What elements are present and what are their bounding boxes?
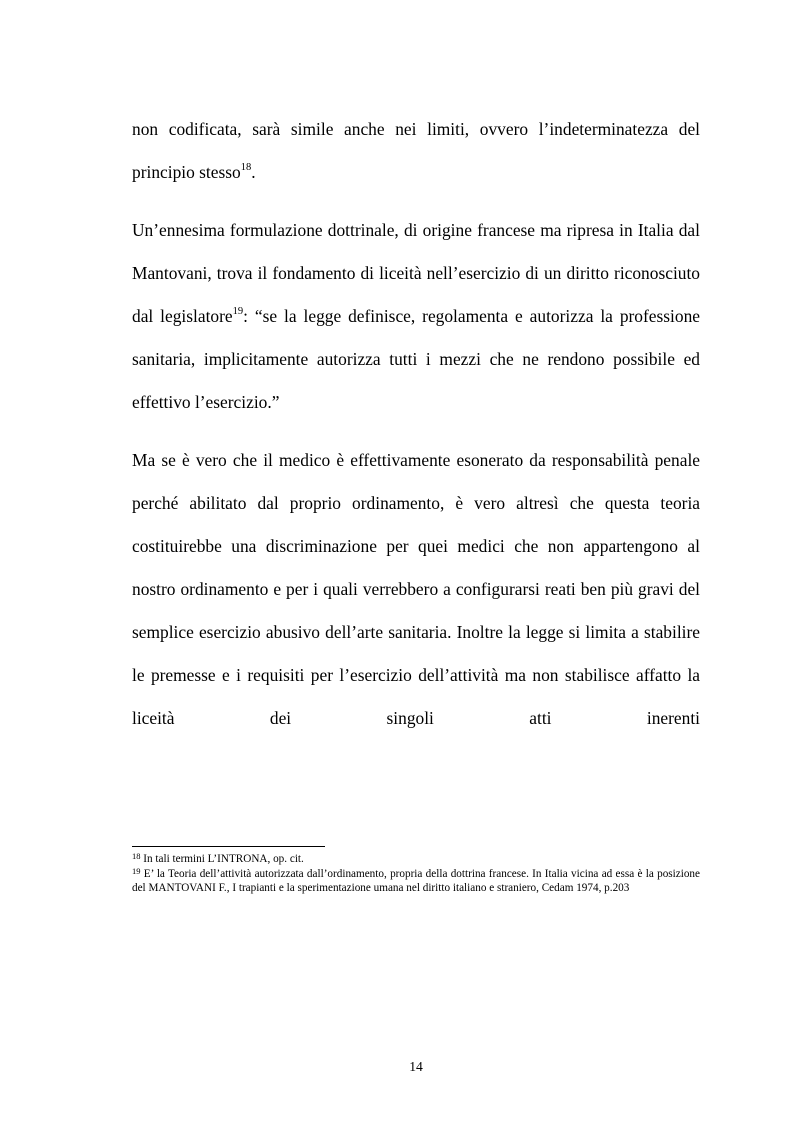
paragraph-1-text: non codificata, sarà simile anche nei limiti, ovvero l’indeterminatezza del principio stesso bbox=[132, 119, 700, 182]
paragraph-2 bbox=[132, 209, 700, 424]
footnotes bbox=[132, 852, 700, 896]
footnote-19 bbox=[132, 867, 700, 896]
footnote-18 bbox=[132, 852, 700, 867]
page-number: 14 bbox=[409, 1059, 423, 1074]
footnote-18-marker: 18 bbox=[132, 851, 141, 861]
footnote-19-text: E’ la Teoria dell’attività autorizzata dall’ordinamento, propria della dottrina francese. In Italia vicina ad essa è la posizione del MANTOVANI F., I trapianti e la sperimentazione umana nel diritto italiano e straniero, Cedam 1974, p.203 bbox=[132, 867, 700, 894]
footnote-19-marker: 19 bbox=[132, 865, 141, 876]
paragraph-2-text: Un’ennesima formulazione dottrinale, di origine francese ma ripresa in Italia dal Mantovani, trova il fondamento di liceità nell’esercizio di un diritto riconosciuto dal legislatore bbox=[132, 220, 700, 326]
footnote-18-text: In tali termini L’INTRONA, op. cit. bbox=[140, 853, 304, 865]
paragraph-2-quote: : “se la legge definisce, regolamenta e autorizza la professione sanitaria, implicitamente autorizza tutti i mezzi che ne rendono possibile ed effettivo l’esercizio.” bbox=[132, 306, 700, 412]
paragraph-1 bbox=[132, 108, 700, 194]
paragraph-1-end: . bbox=[251, 162, 256, 182]
footnote-separator bbox=[132, 846, 325, 847]
body-text bbox=[132, 108, 700, 740]
paragraph-3: Ma se è vero che il medico è effettivamente esonerato da responsabilità penale perché abilitato dal proprio ordinamento, è vero altresì che questa teoria costituirebbe una discriminazione per quei medici che non appartengono al nostro ordinamento e per i quali verrebbero a configurarsi reati ben più gravi del semplice esercizio abusivo dell’arte sanitaria. Inoltre la legge si limita a stabilire le premesse e i requisiti per l’esercizio dell’attività ma non stabilisce affatto la liceità dei singoli atti inerenti bbox=[132, 450, 700, 728]
footnote-ref-18: 18 bbox=[240, 162, 252, 174]
footnote-ref-19: 19 bbox=[232, 306, 244, 318]
